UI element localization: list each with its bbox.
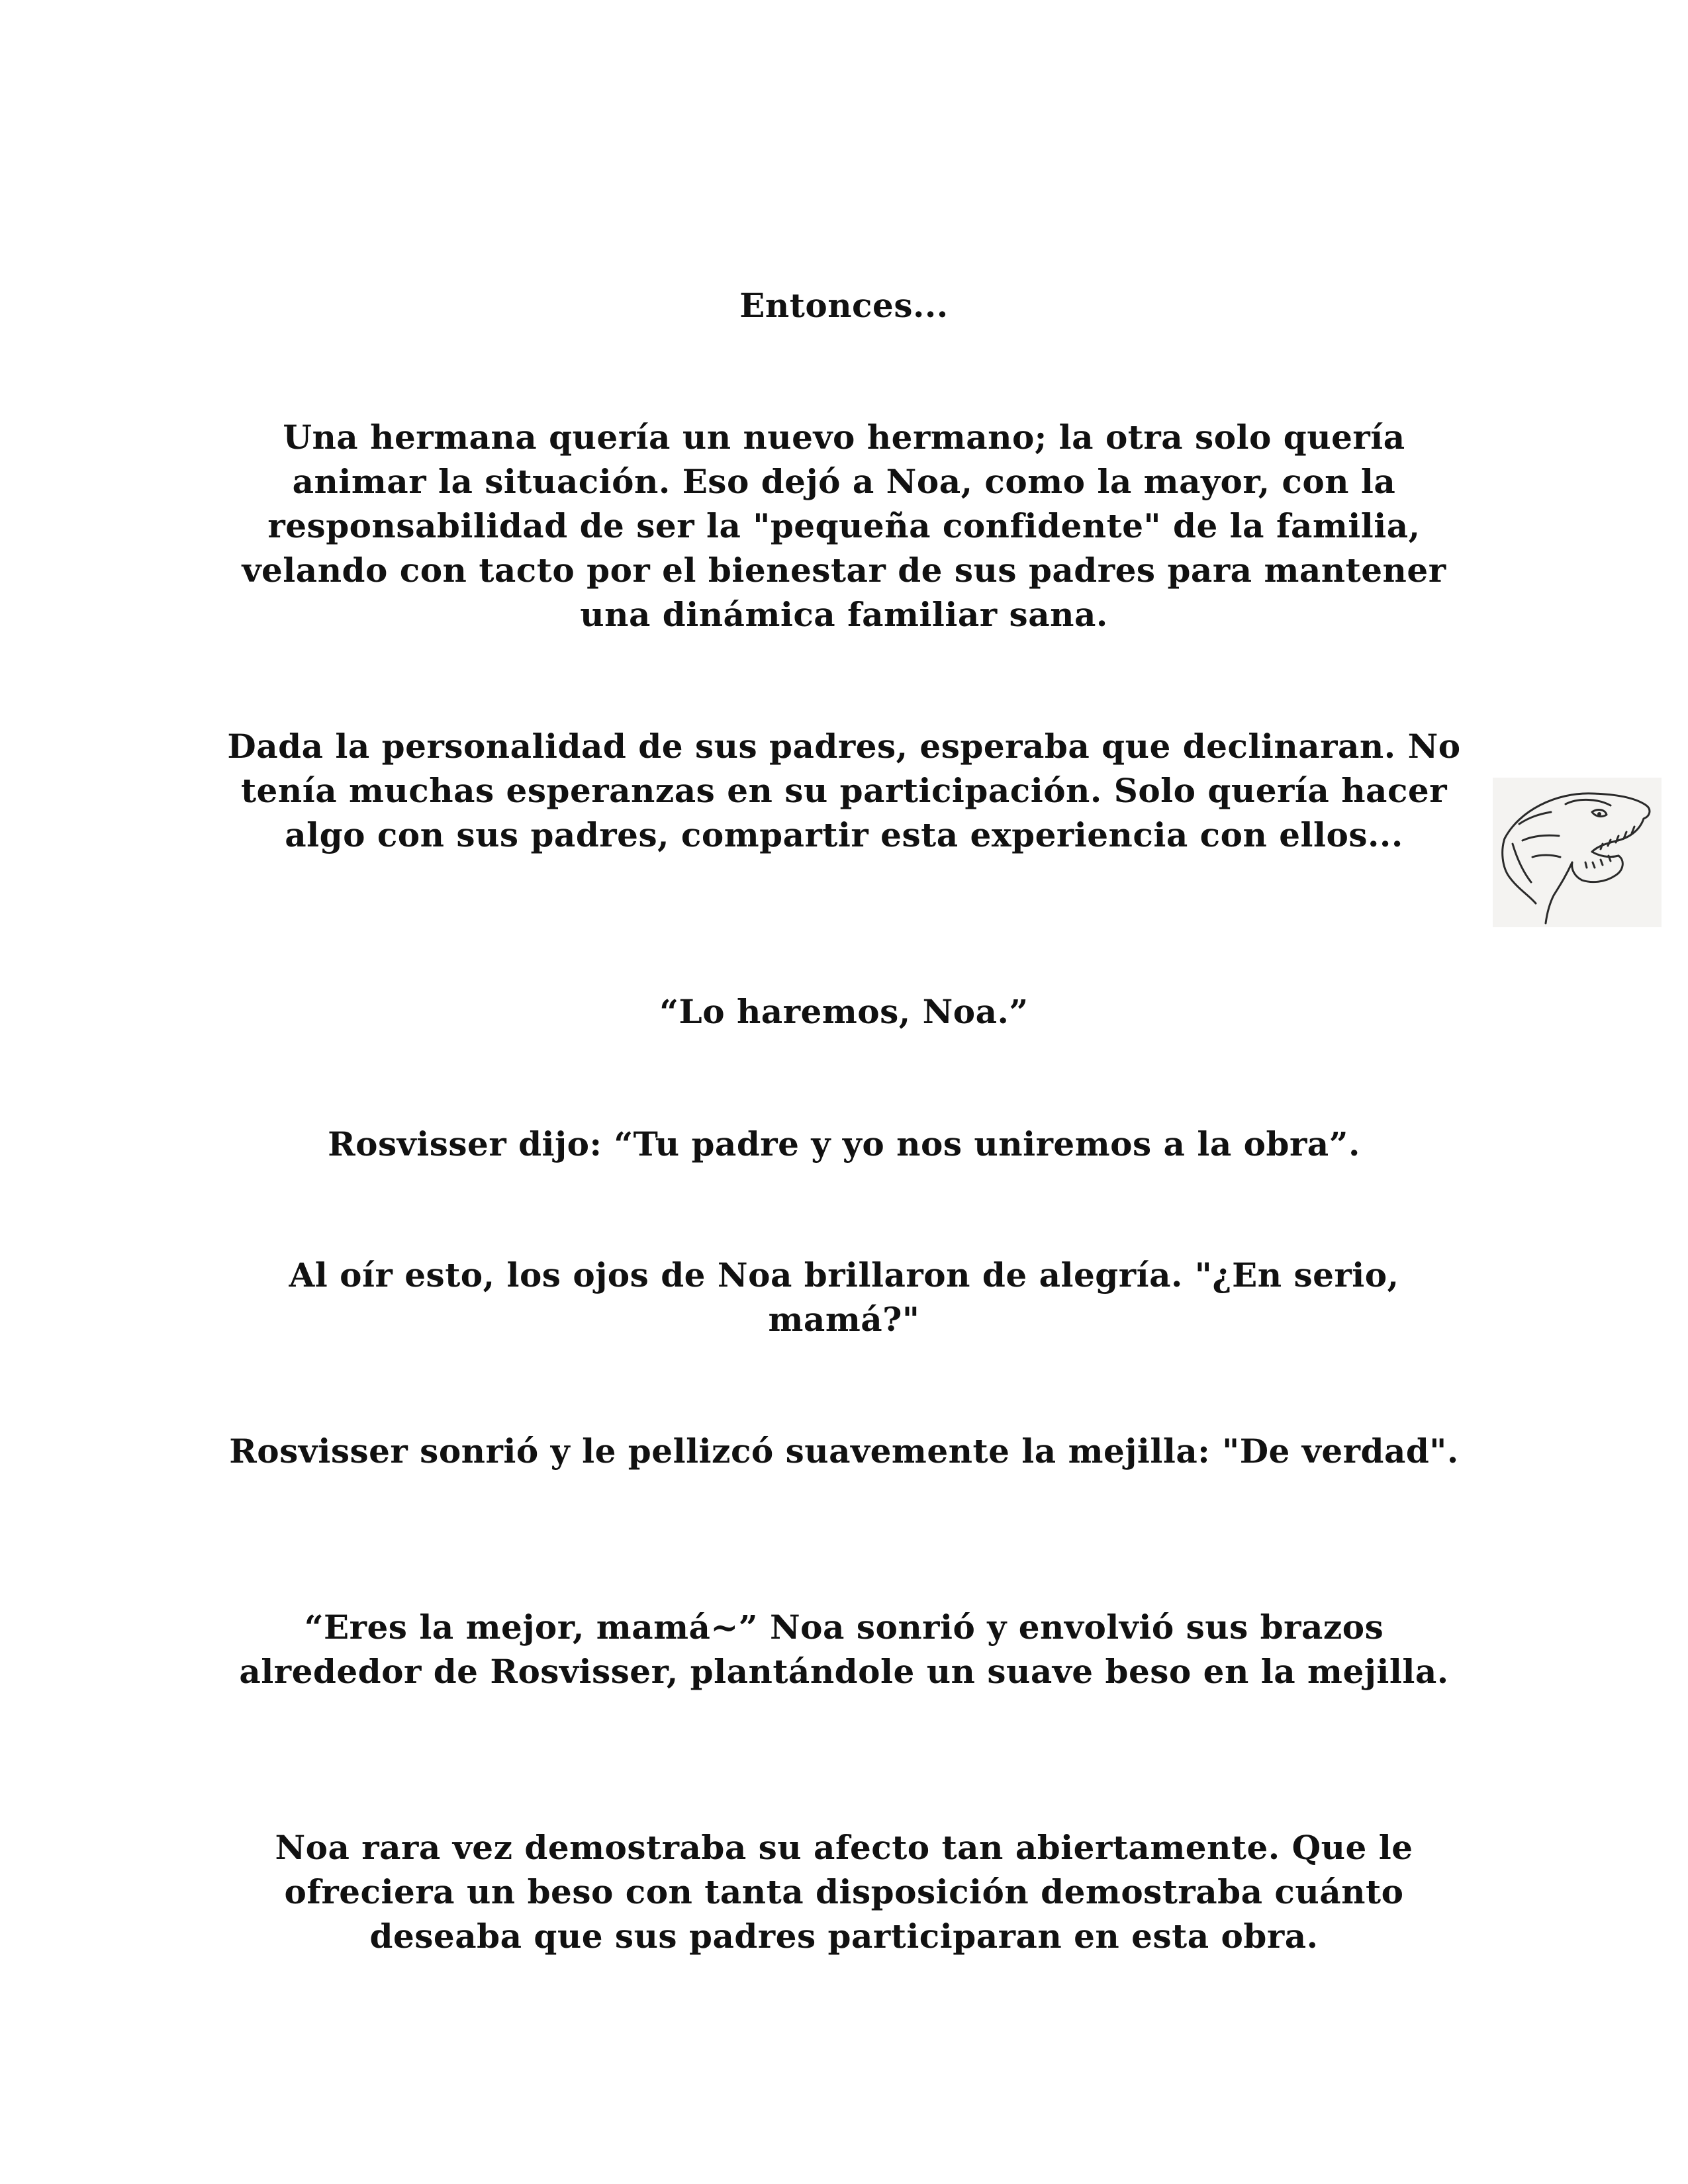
paragraph-intro: Entonces... xyxy=(739,286,949,325)
paragraph-noa-affection: Noa rara vez demostraba su afecto tan abiertamente. Que le ofreciera un beso con tanta disposición demostraba cuánto deseaba que sus padres participaran en esta obra. xyxy=(275,1828,1413,1956)
paragraph-rosvisser-said: Rosvisser dijo: “Tu padre y yo nos uniremos a la obra”. xyxy=(328,1124,1360,1163)
paragraph-quote-lo-haremos: “Lo haremos, Noa.” xyxy=(659,992,1029,1031)
paragraph-eres-la-mejor: “Eres la mejor, mamá~” Noa sonrió y envolvió sus brazos alrededor de Rosvisser, plantándole un suave beso en la mejilla. xyxy=(239,1608,1449,1691)
paragraph-parents-personality: Dada la personalidad de sus padres, esperaba que declinaran. No tenía muchas esperanzas en su participación. Solo quería hacer algo con sus padres, compartir esta experiencia con ellos... xyxy=(227,727,1461,854)
dinosaur-head-sketch-icon xyxy=(1493,778,1662,927)
paragraph-sisters: Una hermana quería un nuevo hermano; la otra solo quería animar la situación. Eso dejó a Noa, como la mayor, con la responsabilidad de ser la "pequeña confidente" de la familia, velando con tacto por el bienestar de sus padres para mantener una dinámica familiar sana. xyxy=(242,418,1446,634)
paragraph-noa-eyes: Al oír esto, los ojos de Noa brillaron de alegría. "¿En serio, mamá?" xyxy=(289,1255,1399,1339)
paragraph-rosvisser-smiled: Rosvisser sonrió y le pellizcó suavemente la mejilla: "De verdad". xyxy=(229,1432,1459,1471)
